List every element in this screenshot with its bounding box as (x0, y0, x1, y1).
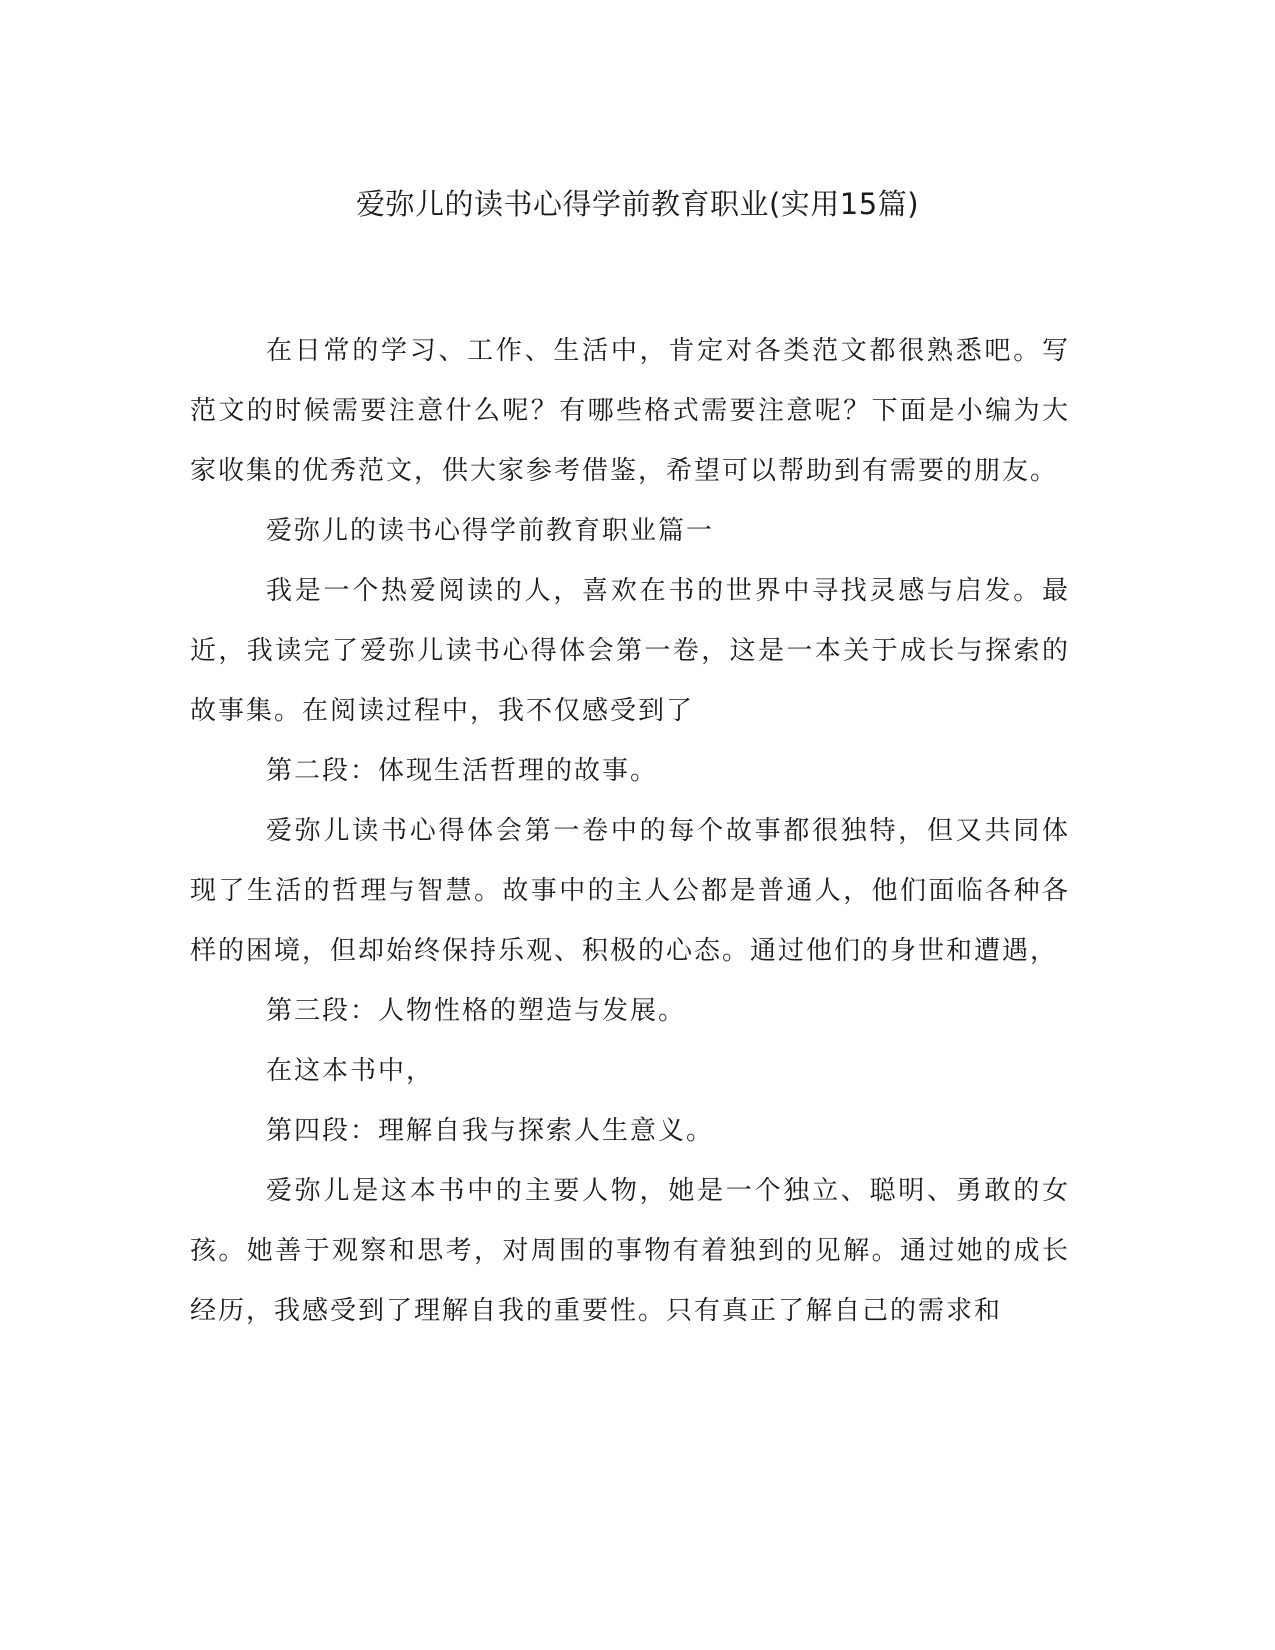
intro-paragraph: 在日常的学习、工作、生活中，肯定对各类范文都很熟悉吧。写范文的时候需要注意什么呢？有哪些格式需要注意呢？下面是小编为大家收集的优秀范文，供大家参考借鉴，希望可以帮助到有需要的朋友。 (190, 336, 1070, 486)
body-paragraph: 在这本书中， (266, 1056, 435, 1086)
subsection-heading: 第三段：人物性格的塑造与发展。 (266, 996, 687, 1026)
body-paragraph: 爱弥儿是这本书中的主要人物，她是一个独立、聪明、勇敢的女孩。她善于观察和思考，对周围的事物有着独到的见解。通过她的成长经历，我感受到了理解自我的重要性。只有真正了解自己的需求和 (190, 1176, 1070, 1326)
body-paragraph: 我是一个热爱阅读的人，喜欢在书的世界中寻找灵感与启发。最近，我读完了爱弥儿读书心得体会第一卷，这是一本关于成长与探索的故事集。在阅读过程中，我不仅感受到了 (190, 576, 1070, 726)
subsection-heading: 第四段：理解自我与探索人生意义。 (266, 1116, 715, 1146)
body-paragraph: 爱弥儿读书心得体会第一卷中的每个故事都很独特，但又共同体现了生活的哲理与智慧。故事中的主人公都是普通人，他们面临各种各样的困境，但却始终保持乐观、积极的心态。通过他们的身世和遭遇， (190, 816, 1070, 966)
subsection-heading: 第二段：体现生活哲理的故事。 (266, 756, 659, 786)
section-heading: 爱弥儿的读书心得学前教育职业篇一 (266, 516, 715, 546)
document-title: 爱弥儿的读书心得学前教育职业(实用15篇) (355, 187, 920, 221)
document-body (190, 321, 1070, 1341)
